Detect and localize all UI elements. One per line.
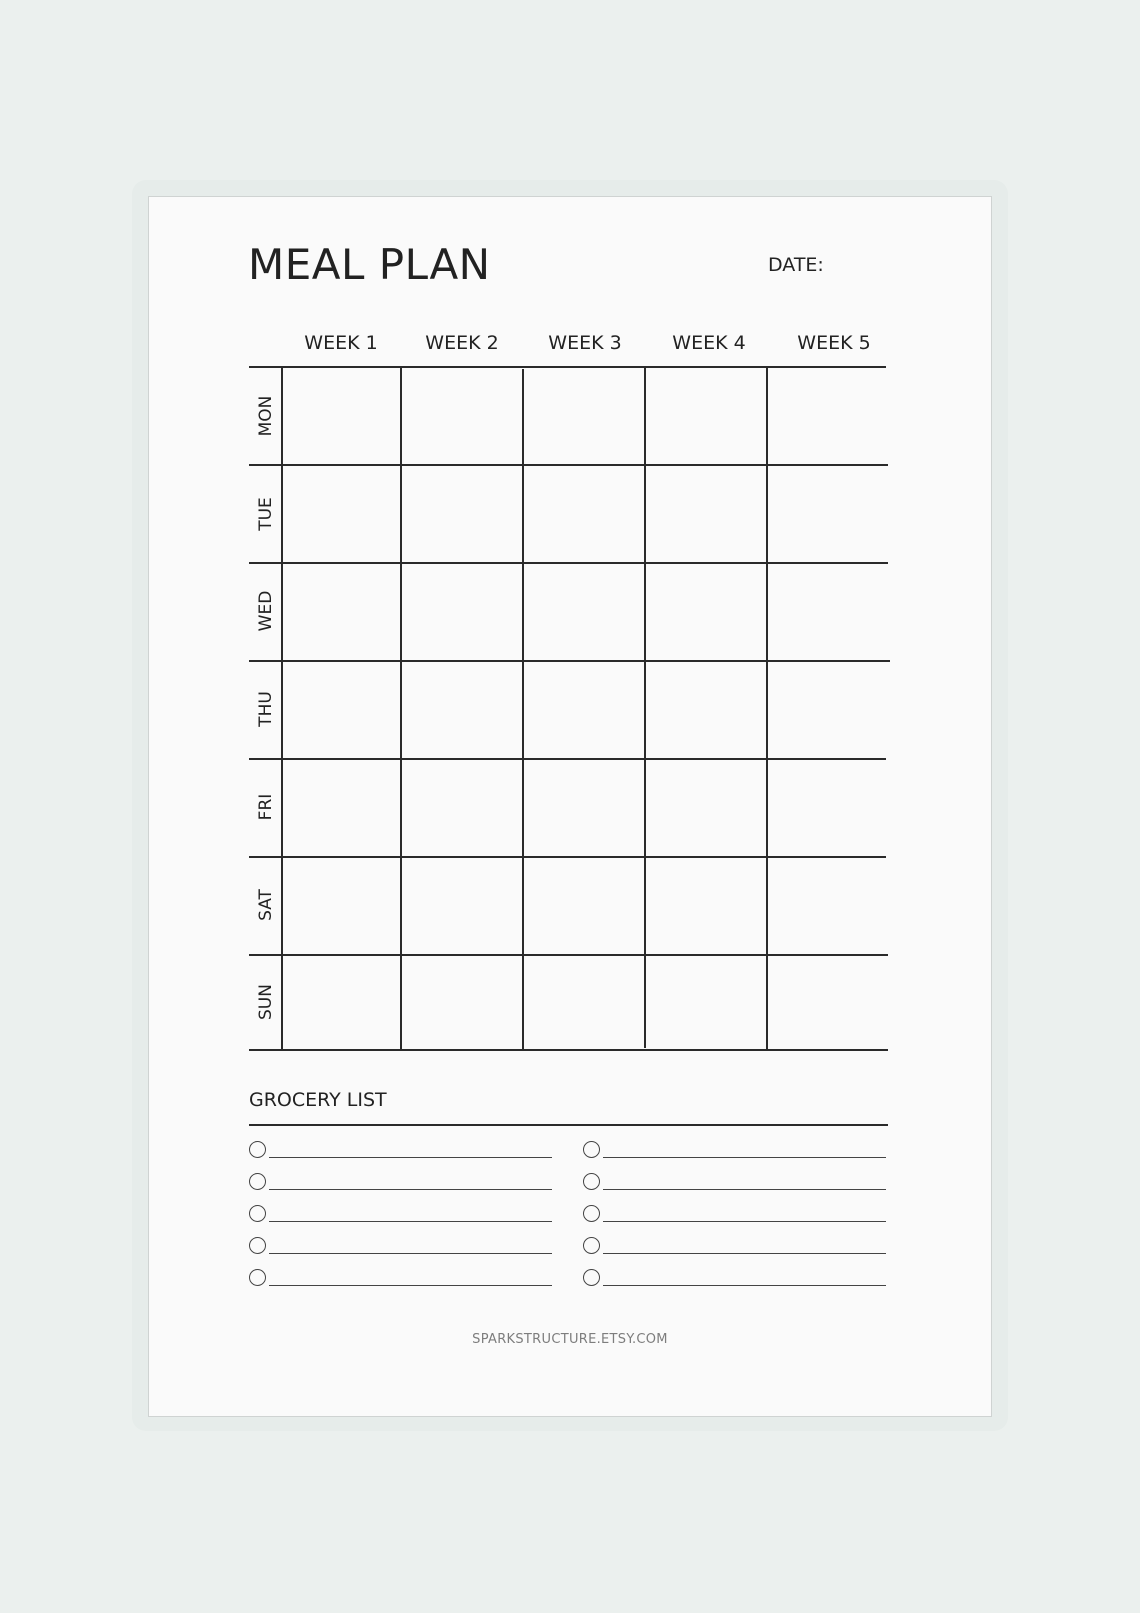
grocery-write-line[interactable] — [603, 1189, 886, 1190]
meal-cell-wed-week-3[interactable] — [524, 564, 644, 660]
grocery-item-right-5[interactable] — [583, 1269, 888, 1291]
meal-cell-sun-week-2[interactable] — [402, 956, 522, 1047]
meal-cell-sun-week-5[interactable] — [768, 956, 884, 1047]
meal-cell-wed-week-4[interactable] — [646, 564, 766, 660]
grid-line — [249, 1049, 888, 1051]
week-4-header: WEEK 4 — [672, 332, 746, 354]
meal-cell-tue-week-4[interactable] — [646, 466, 766, 562]
meal-cell-tue-week-5[interactable] — [768, 466, 884, 562]
footer-url: SPARKSTRUCTURE.ETSY.COM — [472, 1332, 668, 1347]
grocery-write-line[interactable] — [269, 1189, 552, 1190]
meal-cell-sat-week-4[interactable] — [646, 858, 766, 954]
grocery-item-left-5[interactable] — [249, 1269, 554, 1291]
checkbox-circle-icon[interactable] — [249, 1269, 266, 1286]
grocery-item-right-3[interactable] — [583, 1205, 888, 1227]
meal-cell-tue-week-3[interactable] — [524, 466, 644, 562]
date-label: DATE: — [768, 254, 824, 276]
day-label-thu: THU — [256, 691, 276, 727]
meal-cell-thu-week-5[interactable] — [768, 662, 884, 758]
checkbox-circle-icon[interactable] — [583, 1141, 600, 1158]
grocery-write-line[interactable] — [603, 1157, 886, 1158]
checkbox-circle-icon[interactable] — [583, 1269, 600, 1286]
grocery-write-line[interactable] — [269, 1221, 552, 1222]
meal-cell-fri-week-4[interactable] — [646, 760, 766, 856]
grocery-item-right-4[interactable] — [583, 1237, 888, 1259]
meal-cell-sat-week-5[interactable] — [768, 858, 884, 954]
grocery-item-left-4[interactable] — [249, 1237, 554, 1259]
meal-cell-thu-week-1[interactable] — [283, 662, 400, 758]
grocery-write-line[interactable] — [603, 1285, 886, 1286]
week-1-header: WEEK 1 — [304, 332, 378, 354]
grocery-item-left-1[interactable] — [249, 1141, 554, 1163]
checkbox-circle-icon[interactable] — [583, 1205, 600, 1222]
meal-cell-mon-week-5[interactable] — [768, 368, 884, 464]
day-label-sun: SUN — [256, 984, 276, 1020]
checkbox-circle-icon[interactable] — [249, 1205, 266, 1222]
day-label-mon: MON — [256, 395, 276, 437]
meal-cell-thu-week-4[interactable] — [646, 662, 766, 758]
grocery-write-line[interactable] — [269, 1157, 552, 1158]
day-label-tue: TUE — [256, 497, 276, 531]
meal-cell-sun-week-3[interactable] — [524, 956, 644, 1047]
grocery-item-left-2[interactable] — [249, 1173, 554, 1195]
checkbox-circle-icon[interactable] — [583, 1237, 600, 1254]
meal-cell-thu-week-2[interactable] — [402, 662, 522, 758]
checkbox-circle-icon[interactable] — [249, 1173, 266, 1190]
meal-cell-mon-week-1[interactable] — [283, 368, 400, 464]
meal-cell-tue-week-2[interactable] — [402, 466, 522, 562]
meal-cell-fri-week-2[interactable] — [402, 760, 522, 856]
grocery-write-line[interactable] — [603, 1221, 886, 1222]
meal-cell-fri-week-3[interactable] — [524, 760, 644, 856]
grocery-list-title: GROCERY LIST — [249, 1089, 387, 1111]
meal-cell-tue-week-1[interactable] — [283, 466, 400, 562]
checkbox-circle-icon[interactable] — [583, 1173, 600, 1190]
meal-cell-sun-week-1[interactable] — [283, 956, 400, 1047]
meal-cell-fri-week-5[interactable] — [768, 760, 884, 856]
grocery-write-line[interactable] — [269, 1285, 552, 1286]
week-3-header: WEEK 3 — [548, 332, 622, 354]
meal-cell-sat-week-2[interactable] — [402, 858, 522, 954]
grocery-divider — [249, 1124, 888, 1126]
day-label-sat: SAT — [256, 889, 276, 921]
meal-cell-sat-week-1[interactable] — [283, 858, 400, 954]
meal-cell-wed-week-2[interactable] — [402, 564, 522, 660]
meal-cell-wed-week-1[interactable] — [283, 564, 400, 660]
page-title: MEAL PLAN — [248, 240, 491, 289]
meal-cell-fri-week-1[interactable] — [283, 760, 400, 856]
meal-cell-sat-week-3[interactable] — [524, 858, 644, 954]
meal-cell-thu-week-3[interactable] — [524, 662, 644, 758]
meal-cell-sun-week-4[interactable] — [646, 956, 766, 1047]
checkbox-circle-icon[interactable] — [249, 1141, 266, 1158]
grocery-write-line[interactable] — [603, 1253, 886, 1254]
meal-cell-mon-week-3[interactable] — [524, 368, 644, 464]
grocery-item-right-1[interactable] — [583, 1141, 888, 1163]
meal-cell-mon-week-4[interactable] — [646, 368, 766, 464]
meal-cell-mon-week-2[interactable] — [402, 368, 522, 464]
day-label-wed: WED — [256, 590, 276, 632]
checkbox-circle-icon[interactable] — [249, 1237, 266, 1254]
day-label-fri: FRI — [256, 793, 276, 821]
grocery-item-left-3[interactable] — [249, 1205, 554, 1227]
week-2-header: WEEK 2 — [425, 332, 499, 354]
grocery-item-right-2[interactable] — [583, 1173, 888, 1195]
week-5-header: WEEK 5 — [797, 332, 871, 354]
meal-cell-wed-week-5[interactable] — [768, 564, 884, 660]
grocery-write-line[interactable] — [269, 1253, 552, 1254]
